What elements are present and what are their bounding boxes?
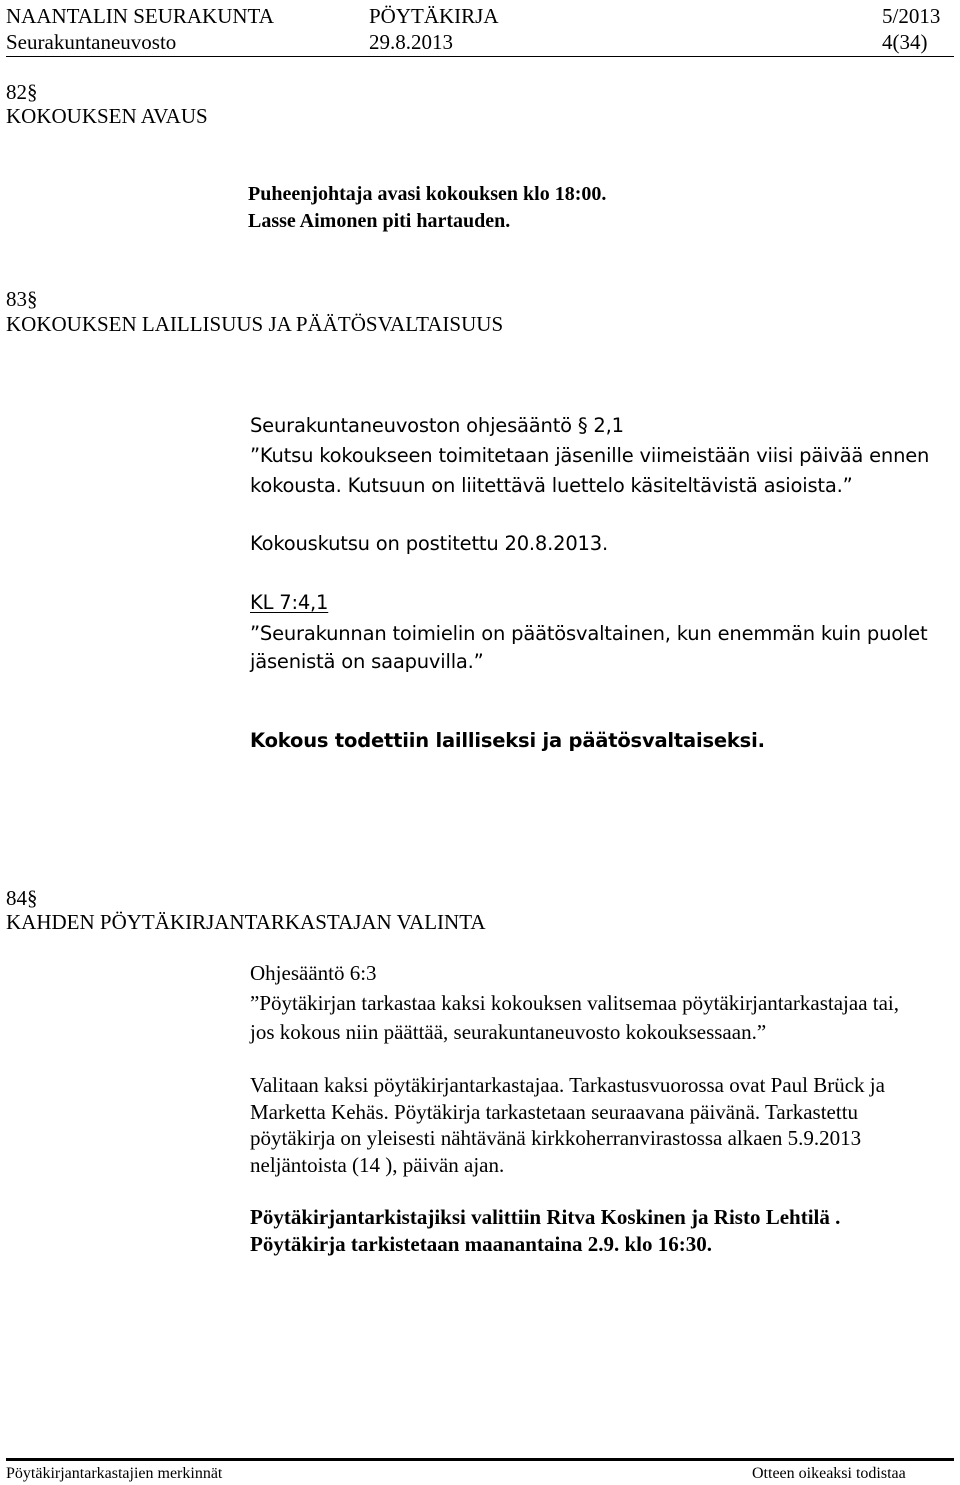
header-number: 5/2013 (882, 4, 941, 28)
decision-line: Pöytäkirja tarkistetaan maanantaina 2.9. klo 16:30. (250, 1232, 712, 1256)
header-body: Seurakuntaneuvosto (6, 30, 177, 54)
rule-reference: Seurakuntaneuvoston ohjesääntö § 2,1 (250, 414, 624, 437)
section-text-line: Lasse Aimonen piti hartauden. (248, 210, 511, 232)
header-page: 4(34) (882, 30, 928, 54)
header-date: 29.8.2013 (369, 30, 453, 54)
proposal-line: pöytäkirja on yleisesti nähtävänä kirkkoherranvirastossa alkaen 5.9.2013 (250, 1126, 862, 1150)
section-text-line: Puheenjohtaja avasi kokouksen klo 18:00. (248, 183, 607, 205)
quote-line: jos kokous niin päättää, seurakuntaneuvosto kokouksessaan.” (250, 1020, 767, 1044)
header-org: NAANTALIN SEURAKUNTA (6, 4, 274, 28)
footer-rule (6, 1458, 954, 1461)
footer-right: Otteen oikeaksi todistaa (752, 1465, 906, 1482)
quote-line: ”Kutsu kokoukseen toimitetaan jäsenille viimeistään viisi päivää ennen (250, 444, 930, 467)
section-title: KAHDEN PÖYTÄKIRJANTARKASTAJAN VALINTA (6, 910, 486, 934)
law-quote-line: ”Seurakunnan toimielin on päätösvaltainen, kun enemmän kuin puolet (250, 622, 928, 645)
quote-line: kokousta. Kutsuun on liitettävä luettelo käsiteltävistä asioista.” (250, 474, 853, 497)
section-number: 84§ (6, 886, 38, 910)
proposal-line: neljäntoista (14 ), päivän ajan. (250, 1153, 505, 1177)
proposal-line: Valitaan kaksi pöytäkirjantarkastajaa. Tarkastusvuorossa ovat Paul Brück ja (250, 1073, 885, 1097)
law-quote-line: jäsenistä on saapuvilla.” (250, 650, 484, 673)
section-number: 82§ (6, 80, 38, 104)
footer-left: Pöytäkirjantarkastajien merkinnät (6, 1465, 223, 1482)
rule-reference: Ohjesääntö 6:3 (250, 961, 377, 985)
header-doc-type: PÖYTÄKIRJA (369, 4, 499, 28)
section-number: 83§ (6, 287, 38, 311)
decision-line: Pöytäkirjantarkistajiksi valittiin Ritva Koskinen ja Risto Lehtilä . (250, 1205, 841, 1229)
proposal-line: Marketta Kehäs. Pöytäkirja tarkastetaan seuraavana päivänä. Tarkastettu (250, 1100, 859, 1124)
section-title: KOKOUKSEN LAILLISUUS JA PÄÄTÖSVALTAISUUS (6, 312, 504, 336)
quote-line: ”Pöytäkirjan tarkastaa kaksi kokouksen valitsemaa pöytäkirjantarkastajaa tai, (250, 991, 900, 1015)
posted-note: Kokouskutsu on postitettu 20.8.2013. (250, 532, 608, 555)
header-rule (6, 56, 954, 57)
decision-text: Kokous todettiin lailliseksi ja päätösvaltaiseksi. (250, 729, 765, 752)
section-title: KOKOUKSEN AVAUS (6, 104, 208, 128)
law-reference: KL 7:4,1 (250, 591, 329, 614)
